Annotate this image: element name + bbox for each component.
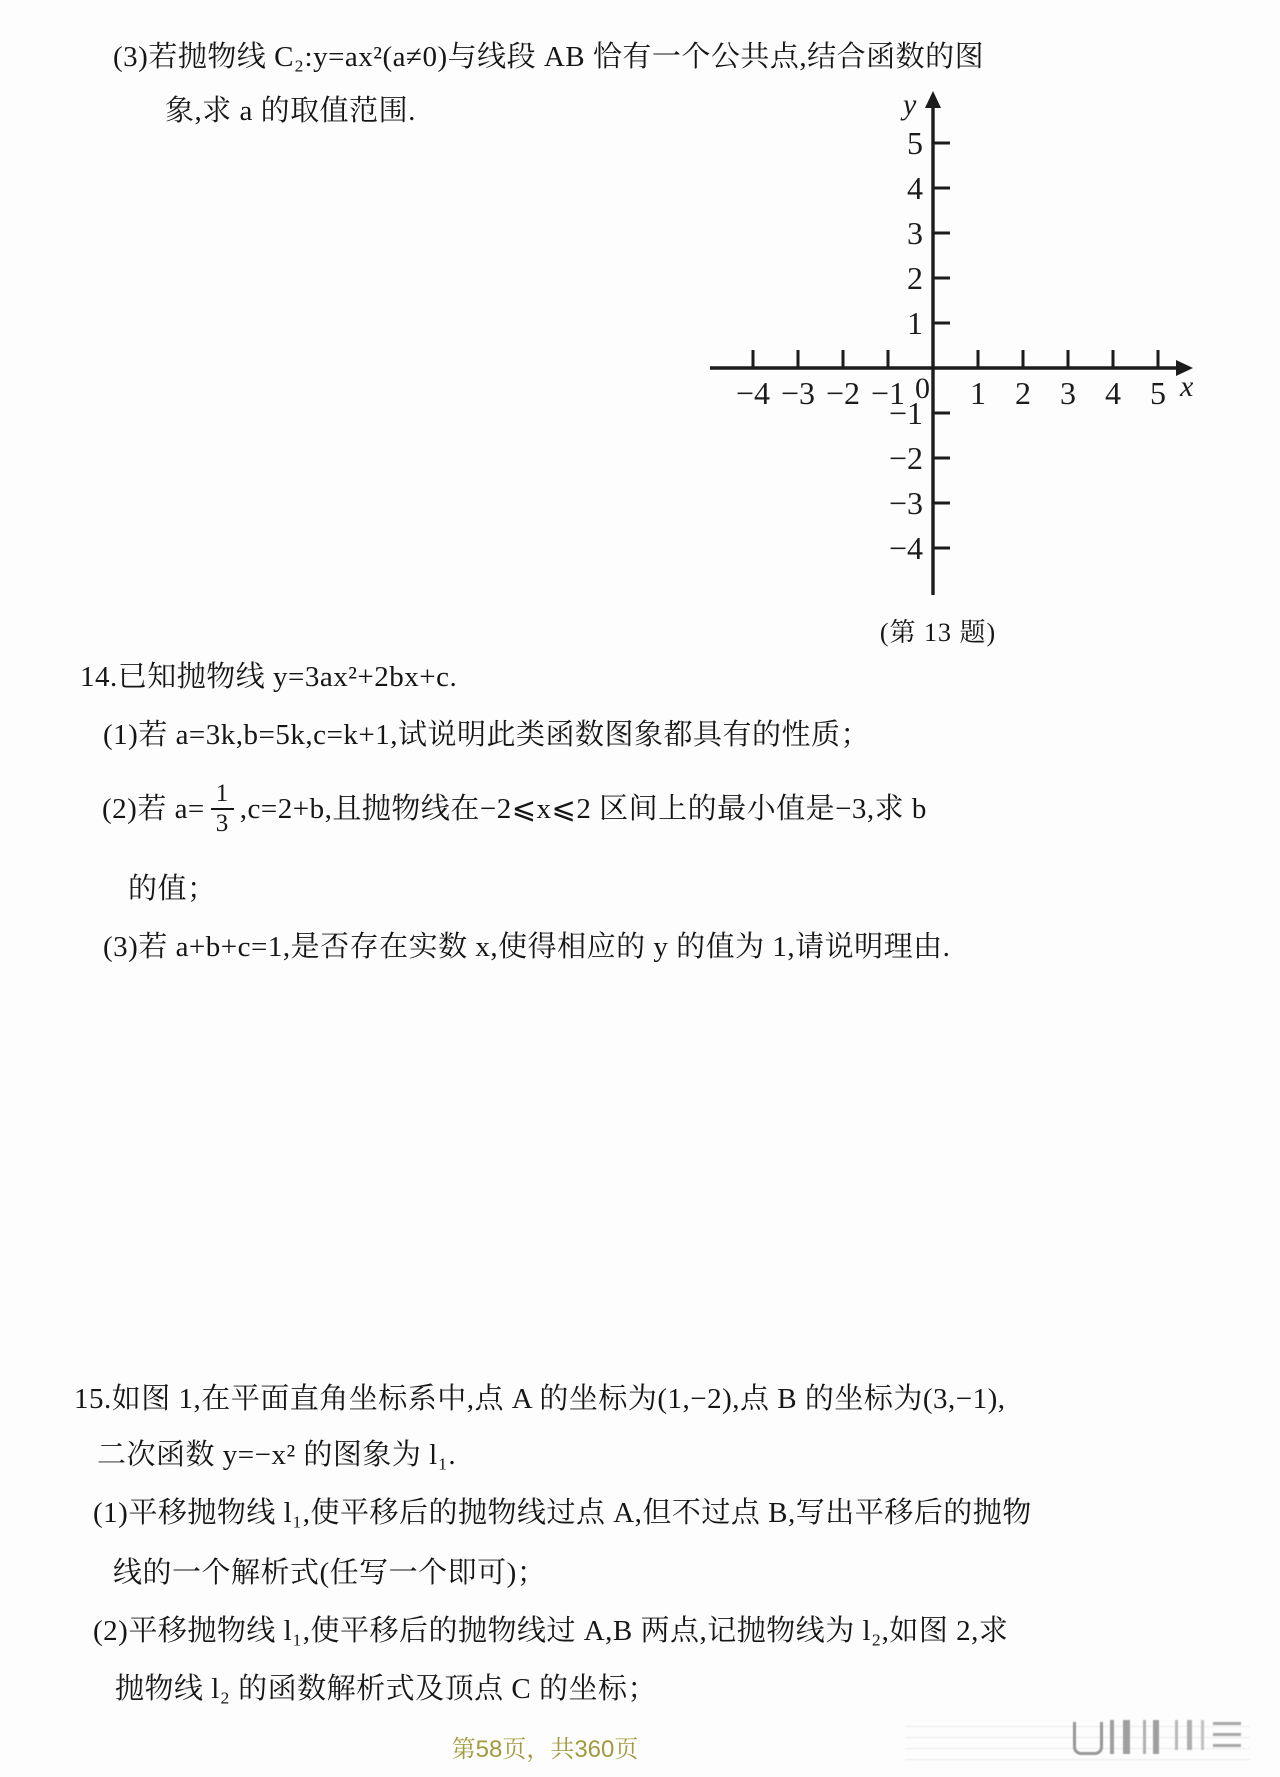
svg-text:−2: −2: [825, 375, 861, 411]
svg-text:1: 1: [907, 305, 923, 341]
svg-text:5: 5: [1150, 375, 1166, 411]
problem-15-item2-line2: 抛物线 l₂ 的函数解析式及顶点 C 的坐标；: [115, 1673, 658, 1705]
svg-text:−1: −1: [888, 395, 923, 431]
problem-15-line1: 15.如图 1,在平面直角坐标系中,点 A 的坐标为(1,−2),点 B 的坐标为(3,−1),: [74, 1383, 1006, 1415]
svg-text:−3: −3: [888, 485, 923, 521]
problem-14-item3: (3)若 a+b+c=1,是否存在实数 x,使得相应的 y 的值为 1,请说明理由.: [103, 931, 951, 963]
problem-14-item2-suffix: ,c=2+b,且抛物线在−2⩽x⩽2 区间上的最小值是−3,求 b: [239, 792, 927, 825]
svg-text:y: y: [903, 88, 917, 121]
problem-13-part3-line1: (3)若抛物线 C₂:y=ax²(a≠0)与线段 AB 恰有一个公共点,结合函数的图: [113, 41, 985, 73]
problem-15-item2-line1: (2)平移抛物线 l₁,使平移后的抛物线过 A,B 两点,记抛物线为 l₂,如图 2,求: [93, 1615, 1009, 1647]
problem-14-item2: [102, 780, 927, 838]
figure-13-caption: (第 13 题): [879, 618, 997, 647]
svg-text:3: 3: [1060, 375, 1076, 411]
svg-text:−4: −4: [888, 530, 923, 566]
scan-artifact-watermark: [905, 1712, 1250, 1764]
page-number-footer: 第58页，共360页: [451, 1736, 639, 1763]
problem-15-item1-line1: (1)平移抛物线 l₁,使平移后的抛物线过点 A,但不过点 B,写出平移后的抛物: [93, 1497, 1032, 1529]
svg-text:0: 0: [915, 372, 930, 405]
fraction-numerator: 1: [215, 780, 229, 807]
svg-text:−2: −2: [888, 440, 923, 476]
svg-text:−1: −1: [870, 375, 906, 411]
svg-text:4: 4: [907, 170, 923, 206]
problem-14-item2-continuation: 的值；: [128, 873, 217, 905]
problem-15-item1-line2: 线的一个解析式(任写一个即可)；: [113, 1557, 547, 1589]
svg-text:4: 4: [1105, 375, 1121, 411]
svg-text:1: 1: [970, 375, 986, 411]
coordinate-axes-figure: [700, 78, 1210, 608]
problem-13-part3-line2: 象,求 a 的取值范围.: [165, 95, 416, 127]
fraction-denominator: 3: [211, 808, 234, 838]
svg-text:x: x: [1180, 370, 1194, 403]
svg-text:2: 2: [907, 260, 923, 296]
svg-text:5: 5: [907, 125, 923, 161]
svg-text:3: 3: [907, 215, 923, 251]
svg-text:2: 2: [1015, 375, 1031, 411]
fraction-one-third: [211, 780, 234, 838]
problem-14-item1: (1)若 a=3k,b=5k,c=k+1,试说明此类函数图象都具有的性质；: [103, 719, 870, 751]
problem-14-item2-prefix: (2)若 a=: [102, 792, 205, 825]
svg-text:−3: −3: [780, 375, 816, 411]
problem-15-line2: 二次函数 y=−x² 的图象为 l₁.: [97, 1439, 457, 1471]
svg-text:−4: −4: [735, 375, 771, 411]
problem-14-heading: 14.已知抛物线 y=3ax²+2bx+c.: [80, 661, 458, 693]
